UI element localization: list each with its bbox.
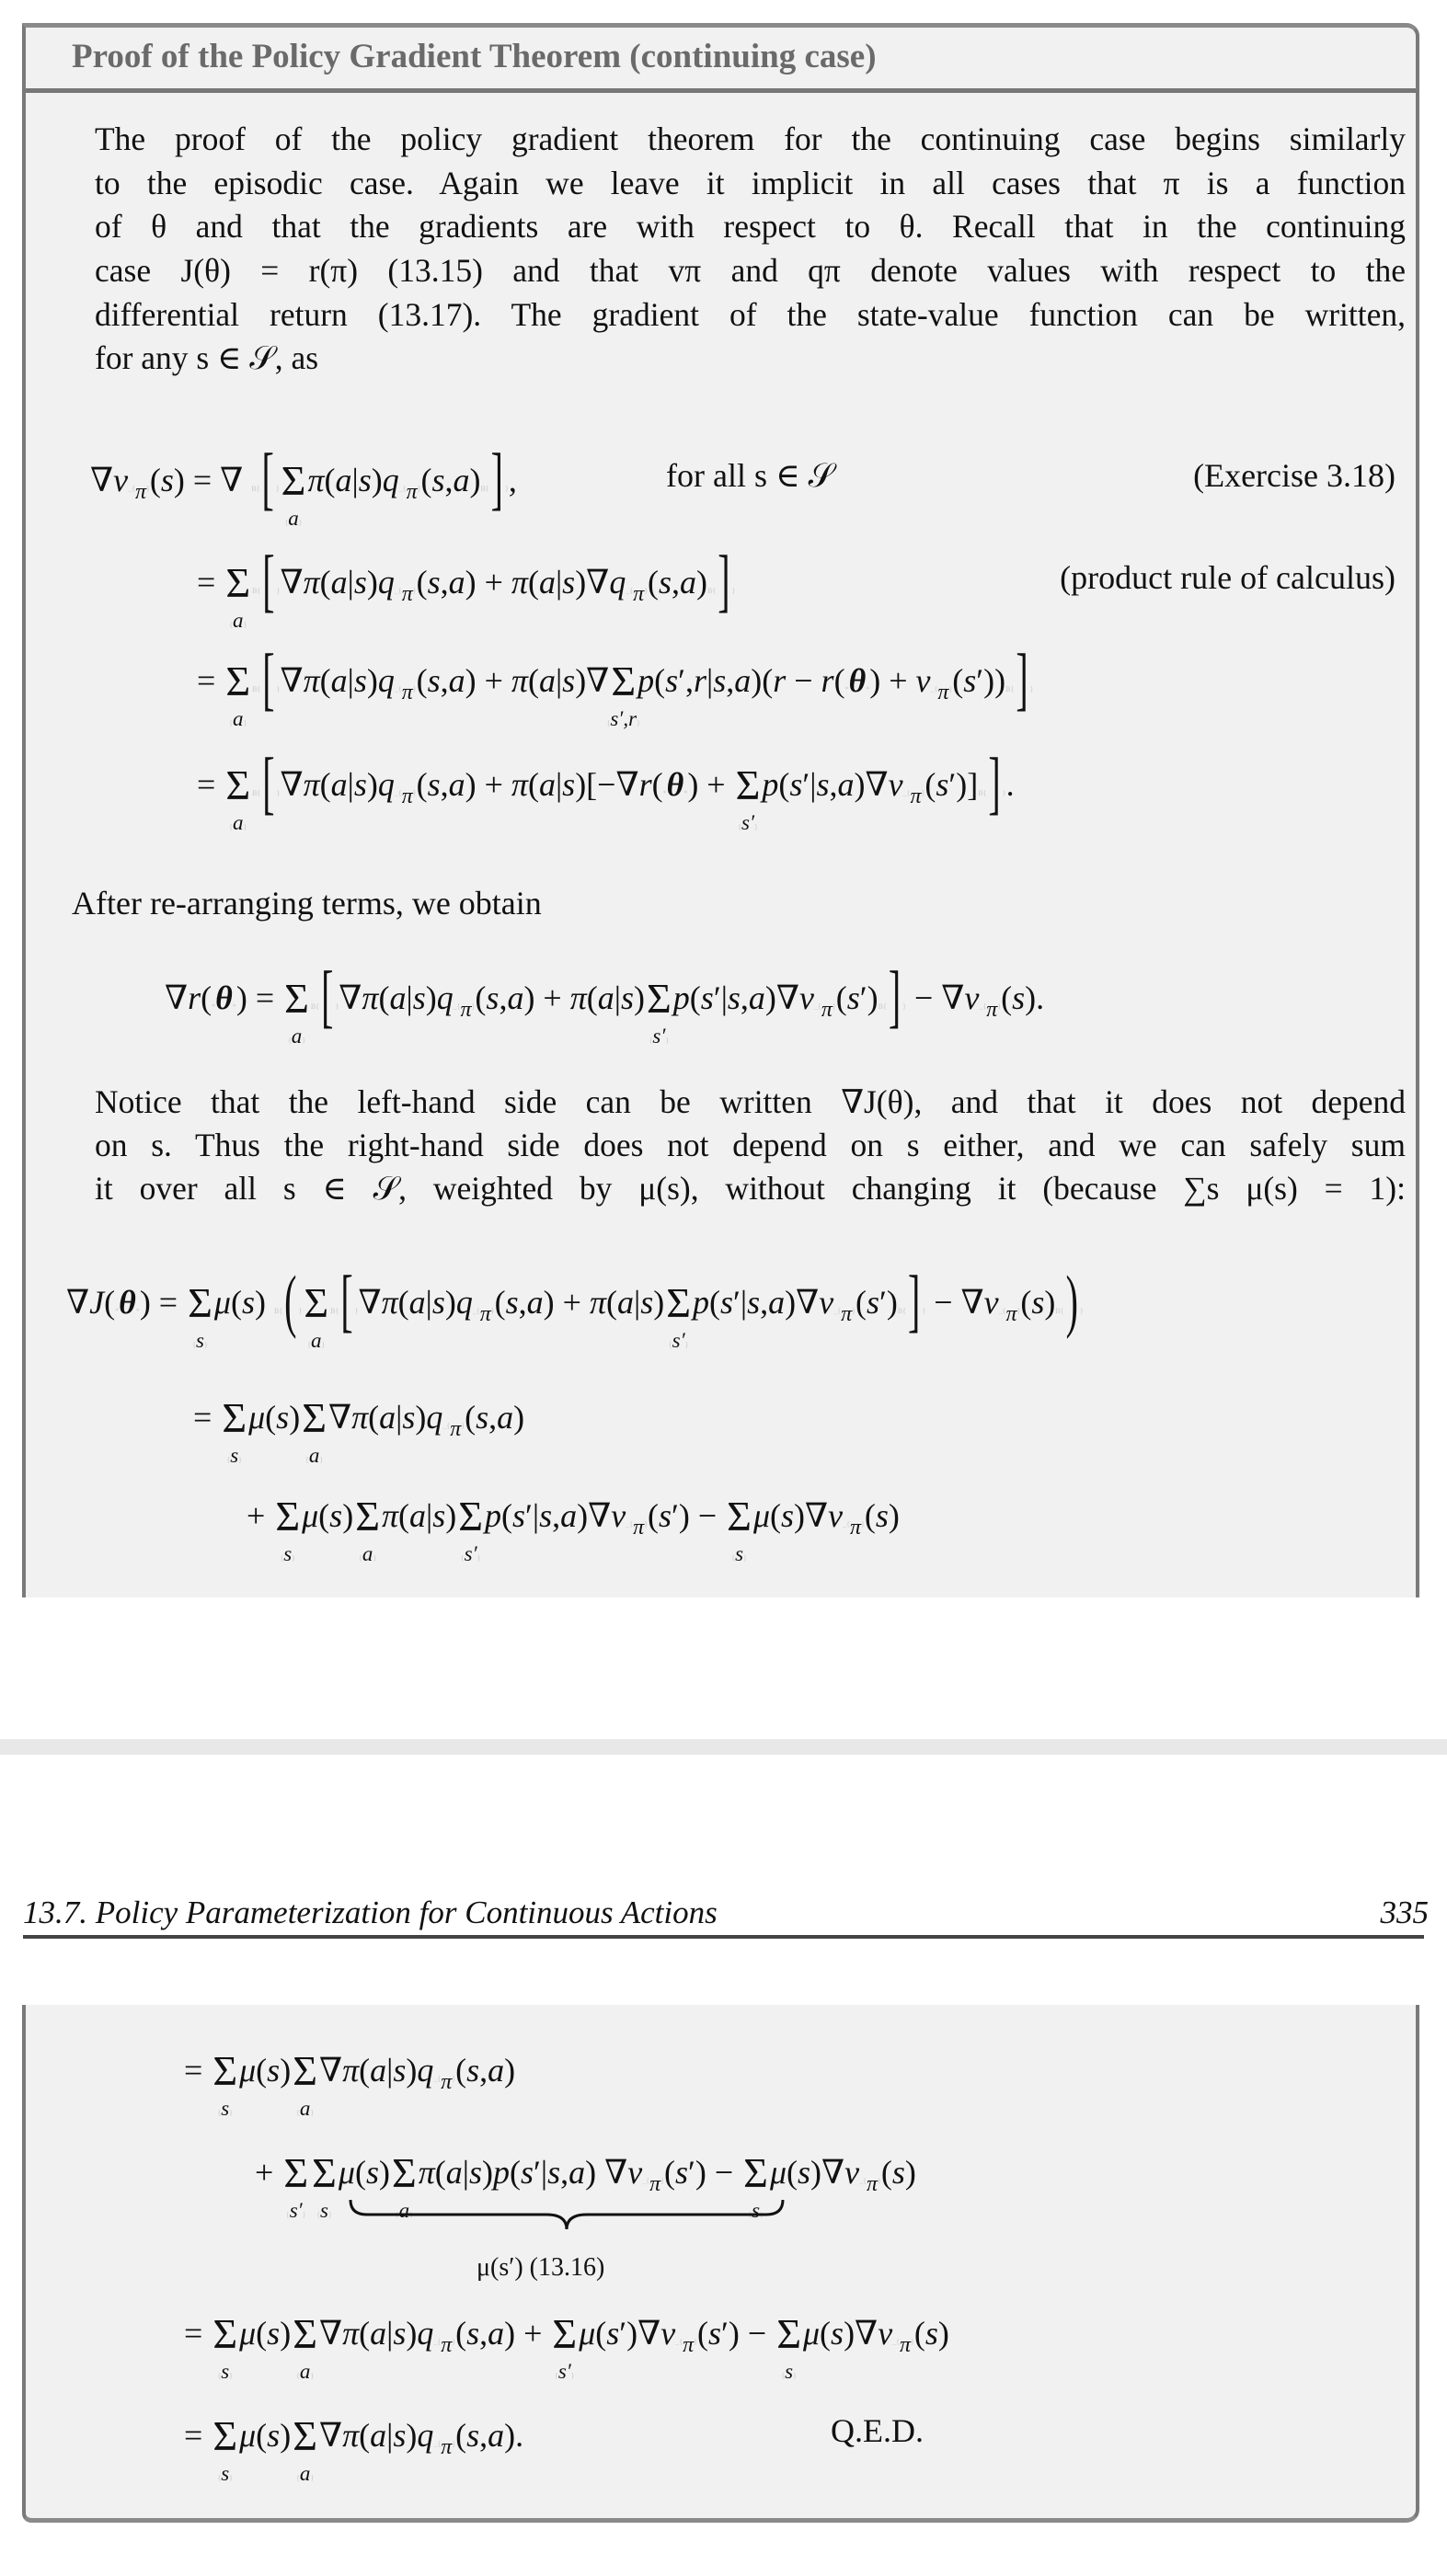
summation: Σ {s} bbox=[188, 1279, 212, 1352]
summation: Σ {a} bbox=[225, 761, 251, 834]
equation-6: ∇J(*θ*) = Σ {s} μ(s) B{( }Σ {a} B{[ }$\nabla\pi(a|s)q\_\{_\pi\}(s,a) + \pi(a|s)\Sigma$ {s′} $p(s'|s,a)\nabla v\_\{_\pi\}(s')B\{]$ } − $\nabla v\_\{_\pi\}(s)B\{)$ } bbox=[66, 1261, 1084, 1352]
summation: Σ {a} bbox=[302, 1394, 327, 1467]
summation: Σ {s} bbox=[222, 1394, 247, 1467]
paragraph-line: case J(θ) = r(π) (13.15) and that vπ and qπ denote values with respect to the bbox=[95, 252, 1406, 289]
summation: Σ {s} bbox=[275, 1493, 301, 1565]
header-rule bbox=[23, 1935, 1424, 1939]
summation: Σ {s} bbox=[776, 2310, 801, 2383]
summation: Σ {a} bbox=[284, 975, 309, 1048]
proof-box bbox=[22, 23, 1419, 1597]
summation: Σ {a} bbox=[304, 1279, 329, 1352]
equation-3: = Σ {a} B{[ }$\nabla\pi(a|s)q\_\{_\pi\}(s,a) + \pi(a|s)\nabla\Sigma$ {s′,r} $p(s',r|s,a)(r - r(*\theta*) + v\_\{_\pi\}(s'))B\{]$ } bbox=[197, 639, 1034, 730]
qed-marker: Q.E.D. bbox=[831, 2412, 924, 2449]
equation-1: $\nabla v\_\{_\pi\}(s)$ = ∇ B{[ }Σ {a} $\pi(a|s)q\_\{_\pi\}(s,a)B\{]$ }, bbox=[90, 439, 517, 530]
paragraph-line: on s. Thus the right-hand side does not depend on s either, and we can safely sum bbox=[95, 1127, 1406, 1163]
summation: Σ {s} bbox=[727, 1493, 752, 1565]
summation: Σ {a} bbox=[281, 457, 306, 530]
summation: Σ {s} bbox=[743, 2149, 768, 2222]
summation: Σ {s′,r} bbox=[606, 658, 640, 730]
summation: Σ {s′} bbox=[283, 2149, 309, 2222]
summation: Σ {a} bbox=[293, 2047, 317, 2120]
equation-12: = Σ {s} μ(s)Σ {a} $\nabla\pi(a|s)q\_\{_\pi\}(s,a)$. bbox=[184, 2412, 524, 2485]
paragraph-line: to the episodic case. Again we leave it implicit in all cases that π is a function bbox=[95, 165, 1406, 201]
summation: Σ {s} bbox=[212, 2412, 238, 2485]
paragraph-line: it over all s ∈ 𝒮, weighted by μ(s), without changing it (because ∑s μ(s) = 1): bbox=[95, 1170, 1406, 1207]
summation: Σ {a} bbox=[355, 1493, 380, 1565]
underbrace-label: μ(s′) (13.16) bbox=[477, 2253, 605, 2282]
proof-title: Proof of the Policy Gradient Theorem (continuing case) bbox=[72, 38, 877, 75]
paragraph-line: The proof of the policy gradient theorem for the continuing case begins similarly bbox=[95, 120, 1406, 157]
equation-1-condition: for all s ∈ 𝒮 bbox=[666, 457, 834, 494]
paragraph-line: of θ and that the gradients are with respect to θ. Recall that in the continuing bbox=[95, 208, 1406, 245]
equation-10: + Σ {s′} Σ {s} μ(s)Σ {a} π(a|s)p(s′|s,a) $\nabla v\_\{_\pi\}(s') - \Sigma$ {s} $\mu(s)\nabla v\_\{_\pi\}(s)$ bbox=[255, 2149, 916, 2222]
equation-4: = Σ {a} B{[ }$\nabla\pi(a|s)q\_\{_\pi\}(s,a) + \pi(a|s)[-\nabla r(*\theta*) + \Sigma$ {s′} $p(s'|s,a)\nabla v\_\{_\pi\}(s')]B\{]$ }. bbox=[197, 743, 1015, 834]
equation-2: = Σ {a} B{[ }$\nabla\pi(a|s)q\_\{_\pi\}(s,a)$ + $\pi(a|s)\nabla q\_\{_\pi\}(s,a)B\{]$ } bbox=[197, 541, 736, 632]
summation: Σ {a} bbox=[293, 2310, 317, 2383]
equation-7: = Σ {s} μ(s)Σ {a} $\nabla\pi(a|s)q\_\{_\pi\}(s,a)$ bbox=[193, 1394, 525, 1467]
summation: Σ {s} bbox=[312, 2149, 337, 2222]
equation-8: + Σ {s} μ(s)Σ {a} π(a|s)Σ {s′} $p(s'|s,a)\nabla v\_\{_\pi\}(s') - \Sigma$ {s} $\mu(s)\nabla v\_\{_\pi\}(s)$ bbox=[247, 1493, 900, 1565]
paragraph-line: for any s ∈ 𝒮, as bbox=[95, 339, 319, 376]
equation-5: ∇r(*θ*) = Σ {a} B{[ }$\nabla\pi(a|s)q\_\{_\pi\}(s,a) + \pi(a|s)\Sigma$ {s′} $p(s'|s,a)\nabla v\_\{_\pi\}(s')B\{]$ } − $\nabla v\_\{_\pi\}(s)$. bbox=[165, 956, 1045, 1048]
running-head: 13.7. Policy Parameterization for Continuous Actions bbox=[23, 1895, 718, 1930]
summation: Σ {a} bbox=[225, 559, 251, 632]
summation: Σ {s′} bbox=[647, 975, 672, 1048]
equation-1-tag: (Exercise 3.18) bbox=[1193, 457, 1395, 494]
proof-box-continued bbox=[22, 2005, 1419, 2523]
summation: Σ {s} bbox=[212, 2047, 238, 2120]
page-separator bbox=[0, 1739, 1447, 1755]
summation: Σ {a} bbox=[293, 2412, 317, 2485]
summation: Σ {s′} bbox=[666, 1279, 691, 1352]
summation: Σ {s′} bbox=[735, 761, 761, 834]
equation-9: = Σ {s} μ(s)Σ {a} $\nabla\pi(a|s)q\_\{_\pi\}(s,a)$ bbox=[184, 2047, 516, 2120]
after-text: After re-arranging terms, we obtain bbox=[72, 885, 542, 922]
equation-2-tag: (product rule of calculus) bbox=[1060, 559, 1395, 596]
proof-title-bar bbox=[26, 28, 1416, 93]
page-number: 335 bbox=[1380, 1895, 1429, 1930]
paragraph-line: differential return (13.17). The gradient of the state-value function can be written, bbox=[95, 296, 1406, 333]
summation: Σ {a} bbox=[391, 2149, 417, 2222]
summation: Σ {s} bbox=[212, 2310, 238, 2383]
underbrace bbox=[349, 2198, 785, 2231]
summation: Σ {a} bbox=[225, 658, 251, 730]
equation-11: = Σ {s} μ(s)Σ {a} $\nabla\pi(a|s)q\_\{_\pi\}(s,a) + \Sigma$ {s′} $\mu(s')\nabla v\_\{_\pi\}(s') - \Sigma$ {s} $\mu(s)\nabla v\_\{_\pi\}(s)$ bbox=[184, 2310, 949, 2383]
summation: Σ {s′} bbox=[458, 1493, 484, 1565]
paragraph-line: Notice that the left-hand side can be written ∇J(θ), and that it does not depend bbox=[95, 1083, 1406, 1120]
summation: Σ {s′} bbox=[552, 2310, 578, 2383]
